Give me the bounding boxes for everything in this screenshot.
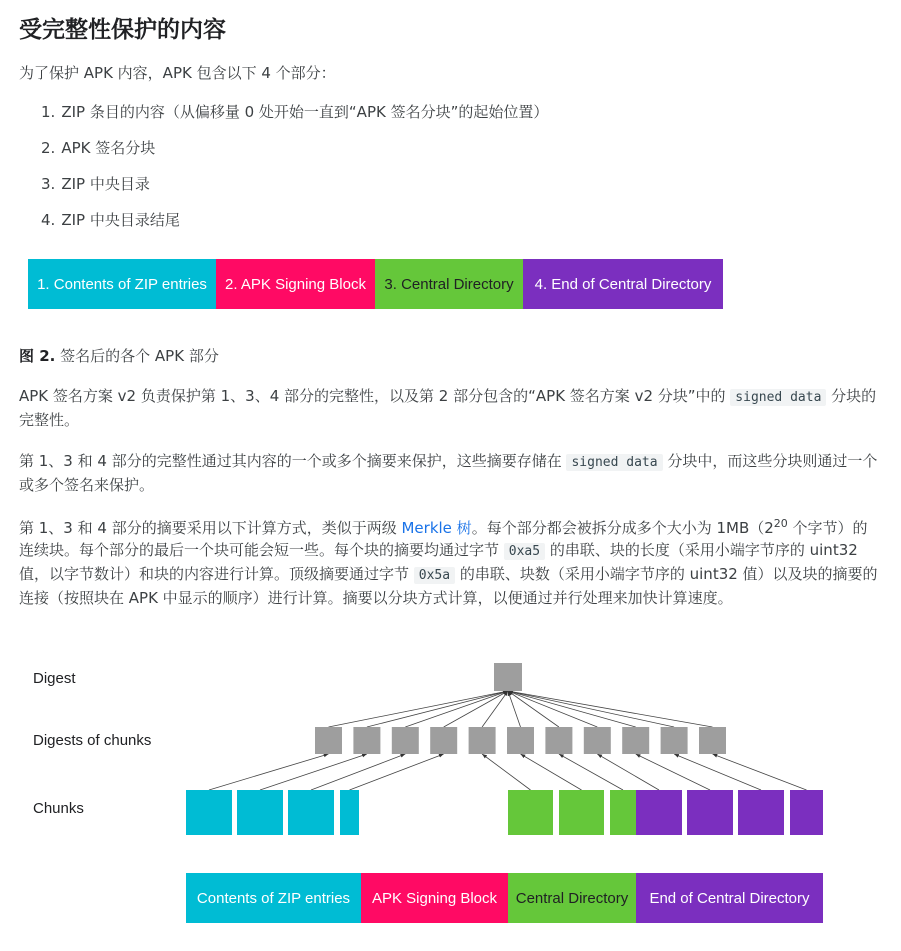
list-number: 4. — [41, 211, 56, 229]
digest-arrow — [508, 691, 636, 727]
figure-block-zip-contents: 1. Contents of ZIP entries — [28, 259, 216, 309]
bottom-block-zip-contents: Contents of ZIP entries — [186, 873, 361, 923]
list-number: 1. — [41, 103, 56, 121]
caption-label: 图 2. — [19, 347, 56, 365]
bottom-block-apk-signing: APK Signing Block — [361, 873, 508, 923]
merkle-tree-link[interactable]: Merkle 树 — [401, 519, 472, 537]
superscript: 20 — [773, 517, 788, 530]
page-title: 受完整性保护的内容 — [19, 17, 226, 43]
inline-code: 0xa5 — [504, 543, 545, 560]
bottom-block-central-directory: Central Directory — [508, 873, 636, 923]
inline-code: 0x5a — [414, 567, 455, 584]
list-text: ZIP 中央目录 — [61, 175, 150, 193]
digest-arrow — [350, 754, 444, 790]
inline-code: signed data — [730, 389, 826, 406]
chunk-block — [508, 790, 553, 835]
chunk-block — [790, 790, 823, 835]
chunk-block — [610, 790, 636, 835]
digest-arrow — [444, 691, 508, 727]
digest-arrow — [367, 691, 508, 727]
digest-arrow — [636, 754, 710, 790]
chunk-block — [687, 790, 733, 835]
digest-arrow — [405, 691, 508, 727]
chunk-digest-box — [392, 727, 419, 754]
chunk-digest-box — [584, 727, 611, 754]
digests-of-chunks-label: Digests of chunks — [33, 732, 152, 749]
chunk-digest-box — [353, 727, 380, 754]
digest-arrow — [559, 754, 623, 790]
digest-arrow — [311, 754, 405, 790]
inline-code: signed data — [566, 454, 662, 471]
chunk-digest-box — [545, 727, 572, 754]
paragraph-2: 第 1、3 和 4 部分的完整性通过其内容的一个或多个摘要来保护，这些摘要存储在 signed data 分块中，而这些分块则通过一个或多个签名来保护。 — [19, 452, 878, 494]
chunk-block — [738, 790, 784, 835]
list-number: 2. — [41, 139, 56, 157]
top-digest-box — [494, 663, 522, 691]
chunk-digest-box — [315, 727, 342, 754]
chunk-digest-box — [469, 727, 496, 754]
digest-arrow — [713, 754, 807, 790]
digest-arrow — [482, 754, 530, 790]
chunk-block — [559, 790, 604, 835]
caption-text: 签名后的各个 APK 部分 — [60, 347, 219, 365]
chunk-digest-box — [507, 727, 534, 754]
chunk-block — [237, 790, 283, 835]
chunk-digest-box — [430, 727, 457, 754]
chunk-digest-box — [661, 727, 688, 754]
chunks-label: Chunks — [33, 800, 84, 817]
digest-arrow — [508, 691, 521, 727]
digest-arrow — [521, 754, 582, 790]
digest-arrow — [674, 754, 761, 790]
digest-arrow — [209, 754, 329, 790]
list-text: ZIP 中央目录结尾 — [61, 211, 180, 229]
paragraph-1: APK 签名方案 v2 负责保护第 1、3、4 部分的完整性，以及第 2 部分包含的“APK 签名方案 v2 分块”中的 signed data 分块的完整性。 — [19, 387, 877, 429]
list-text: ZIP 条目的内容（从偏移量 0 处开始一直到“APK 签名分块”的起始位置） — [61, 103, 549, 121]
chunk-block — [340, 790, 359, 835]
list-text: APK 签名分块 — [61, 139, 156, 157]
digest-arrow — [597, 754, 659, 790]
digest-arrow — [508, 691, 597, 727]
figure-block-end-central-directory: 4. End of Central Directory — [523, 259, 723, 309]
chunk-digest-box — [622, 727, 649, 754]
paragraph-3: 第 1、3 和 4 部分的摘要采用以下计算方式，类似于两级 Merkle 树。每个部分都会被拆分成多个大小为 $1MB(2^{20}$ 个字节）的连续块。每个部分的最后一个块可能会短一些。每个块的摘要均通过字节 0xa5 的串联、块的长度（采用小端字节序的 uint32 值，以字节数计）和块的内容进行计算。顶级摘要通过字节 0x5a 的串联、块数（采用小端字节序的 uint32 值）以及块的摘要的连接（按照块在 APK 中显示的顺序）进行计算。摘要以分块方式计算，以便通过并行处理来加快计算速度。 — [19, 517, 878, 607]
intro-text: 为了保护 APK 内容，APK 包含以下 4 个部分： — [19, 64, 336, 82]
figure-block-apk-signing: 2. APK Signing Block — [216, 259, 375, 309]
chunk-block — [636, 790, 682, 835]
digest-arrow — [508, 691, 713, 727]
digest-label: Digest — [33, 670, 76, 687]
bottom-block-end-central-directory: End of Central Directory — [636, 873, 823, 923]
list-number: 3. — [41, 175, 56, 193]
digest-arrow — [329, 691, 509, 727]
digest-arrow — [260, 754, 367, 790]
chunk-block — [288, 790, 334, 835]
chunk-block — [186, 790, 232, 835]
chunk-digest-box — [699, 727, 726, 754]
figure-block-central-directory: 3. Central Directory — [375, 259, 523, 309]
